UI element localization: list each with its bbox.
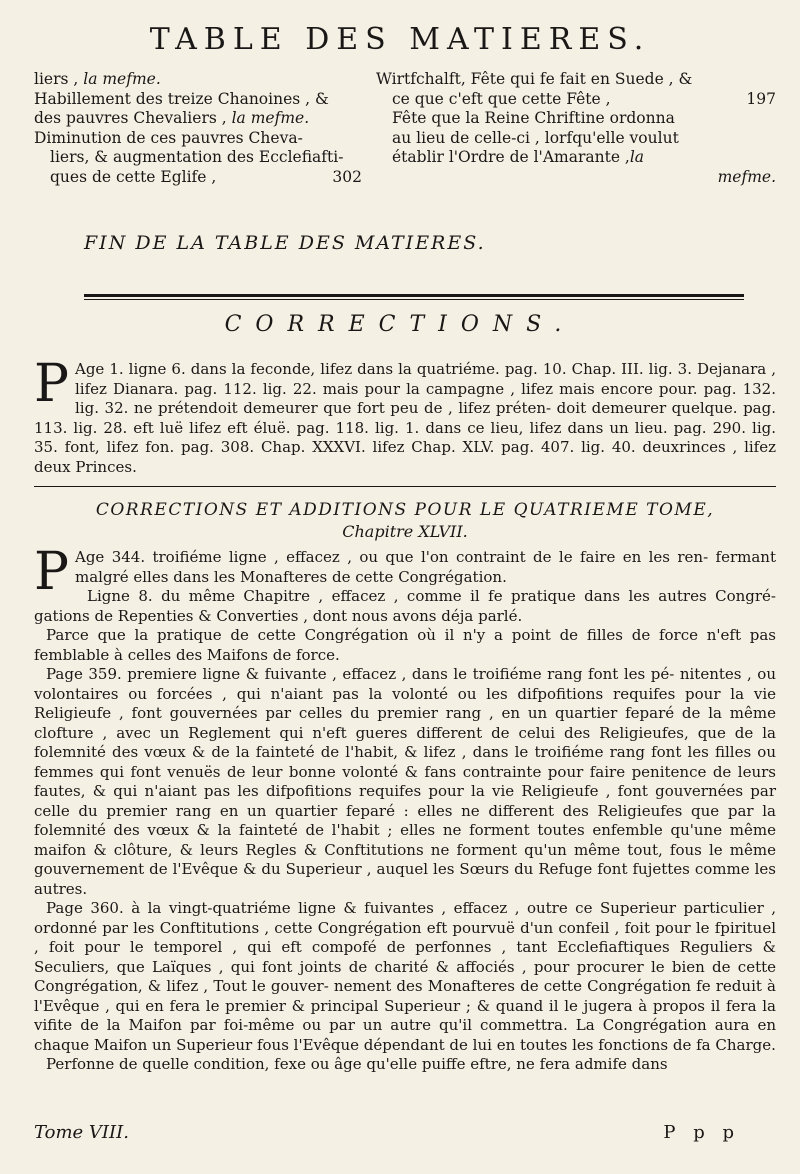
index-left-column [34,70,362,187]
index-entry [34,129,362,149]
additions-paragraph [34,587,776,626]
index-entry-text: des pauvres Chevaliers , [34,109,232,127]
page-header: TABLE DES MATIERES. [149,22,651,57]
index-entry [34,148,362,168]
index-entry-text: Wirtfchalft, Fête qui fe fait en Suede , & [376,70,693,88]
index-entry-text: Habillement des treize Chanoines , & [34,89,329,108]
corrections-paragraph [34,354,776,477]
index-entry [376,148,776,168]
index-entry [376,90,776,110]
index-entry-text: établir l'Ordre de l'Amarante , [392,148,630,166]
index-entry-text: au lieu de celle-ci , lorfqu'elle voulut [392,128,679,147]
additions-heading: CORRECTIONS ET ADDITIONS POUR LE QUATRIEME TOME, [95,500,715,520]
index-entry [376,129,776,149]
index-entry [34,70,362,90]
index-columns [34,70,776,230]
section-divider [34,486,776,487]
corrections-drop-cap: P [34,354,69,414]
index-page-number: 302 [332,167,362,186]
index-entry [376,109,776,129]
index-entry-text: liers, & augmentation des Ecclefiafti- [50,148,344,166]
signature-mark: P p p [663,1122,740,1143]
index-entry [376,168,776,188]
additions-paragraph [34,1055,776,1075]
additions-paragraph [34,899,776,1055]
corrections-heading: CORRECTIONS. [224,312,576,337]
index-entry [34,168,362,188]
additions-paragraph-text: Ligne 8. du même Chapitre , effacez , comme il fe pratique dans les autres Congré- gations de Repenties & Converties , dont nous avons déja parlé. [34,587,776,625]
corrections-text: Age 1. ligne 6. dans la feconde, lifez dans la quatriéme. pag. 10. Chap. III. lig. 3. Dejanara , lifez Dianara. pag. 112. lig. 22. mais pour la campagne , lifez mais encore pour. pag. 132. lig. 32. ne prétendoit demeurer que fort peu de , lifez préten- doit demeurer quelque. pag. 113. lig. 28. eft luë lifez eft éluë. pag. 118. lig. 1. dans ce lieu, lifez dans un lieu. pag. 290. lig. 35. font, lifez fon. pag. 308. Chap. XXXVI. lifez Chap. XLV. pag. 407. lig. 40. deuxrinces , lifez deux Princes. [34,360,776,476]
index-entry-ref: mefme. [717,167,776,186]
index-entry-text: ques de cette Eglife , [50,167,217,186]
additions-paragraph [34,542,776,602]
index-entry-text: Fête que la Reine Chriftine ordonna [392,109,675,127]
additions-paragraph-text: Parce que la pratique de cette Congrégation où il n'y a point de filles de force n'eft pas femblable à celles des Maifons de force. [34,626,776,664]
additions-paragraph-text: Perfonne de quelle condition, fexe ou âge qu'elle puiffe eftre, ne fera admife dans [46,1055,668,1073]
additions-paragraph-text: Page 359. premiere ligne & fuivante , effacez , dans le troifiéme rang font les pé- nitentes , ou volontaires ou forcées , qui n'aiant pas la volonté ou les difpofitions requifes pour la vie Religieufe , font gouvernées par celles du premier rang , en un quartier feparé de la même clofture , avec un Reglement qui n'eft gueres different de celui des Religieufes, que de la folemnité des vœux & de la fainteté de l'habit, & lifez , dans le troifiéme rang font les filles ou femmes qui font venuës de leur bonne volonté & fans contrainte pour faire penitence de leurs fautes, & qui n'aiant pas les difpofitions requifes pour la vie Religieufe , font gouvernées par celle du premier rang en un quartier feparé : elles ne different des Religieufes que par la folemnité des vœux & la fainteté de l'habit ; elles ne forment toutes enfemble qu'une même maifon & clôture, & leurs Regles & Conftitutions ne forment qu'un même tout, fous le même gouvernement de l'Evêque & du Superieur , auquel les Sœurs du Refuge font fujettes comme les autres. [34,665,776,898]
additions-paragraph-text: Page 360. à la vingt-quatriéme ligne & fuivantes , effacez , outre ce Superieur particulier , ordonné par les Conftitutions , cette Congrégation eft pourvuë d'un confeil , foit pour le fpirituel , foit pour le temporel , qui eft compofé de perfonnes , tant Ecclefiaftiques Reguliers & Seculiers, que Laïques , qui font joints de charité & affociés , pour procurer le bien de cette Congrégation, & lifez , Tout le gouver- nement des Monafteres de cette Congrégation fe reduit à l'Evêque , qui en fera le premier & principal Superieur ; & quand il le jugera à propos il fera la vifite de la Maifon par foi-même ou par un autre qu'il commettra. La Congrégation aura en chaque Maifon un Superieur fous l'Evêque dépendant de lui en toutes les fonctions de fa Charge. [34,899,776,1054]
index-entry [34,90,362,110]
index-entry [376,70,776,90]
tome-label: Tome VIII. [34,1122,129,1143]
thin-divider [84,299,744,300]
additions-drop-cap: P [34,542,69,602]
additions-paragraph [34,665,776,899]
index-entry-text: Diminution de ces pauvres Cheva- [34,128,303,147]
index-entry-text: liers , [34,70,84,88]
additions-paragraph [34,626,776,665]
thick-divider [84,294,744,297]
chapter-subtitle: Chapitre XLVII. [342,522,468,541]
index-entry-ref: la mefme. [231,109,310,127]
additions-body [34,542,776,1075]
additions-paragraph-text: Age 344. troifiéme ligne , effacez , ou que l'on contraint de le faire en les ren- fermant malgré elles dans les Monafteres de cette Congrégation. [75,548,776,586]
index-entry-ref: la mefme. [83,70,161,88]
index-entry-text: ce que c'eft que cette Fête , [392,89,611,108]
index-page-number: 197 [746,89,776,108]
index-entry [34,109,362,129]
index-entry-ref: la [629,148,645,166]
end-of-table-line: FIN DE LA TABLE DES MATIERES. [84,232,486,254]
index-right-column [376,70,776,187]
